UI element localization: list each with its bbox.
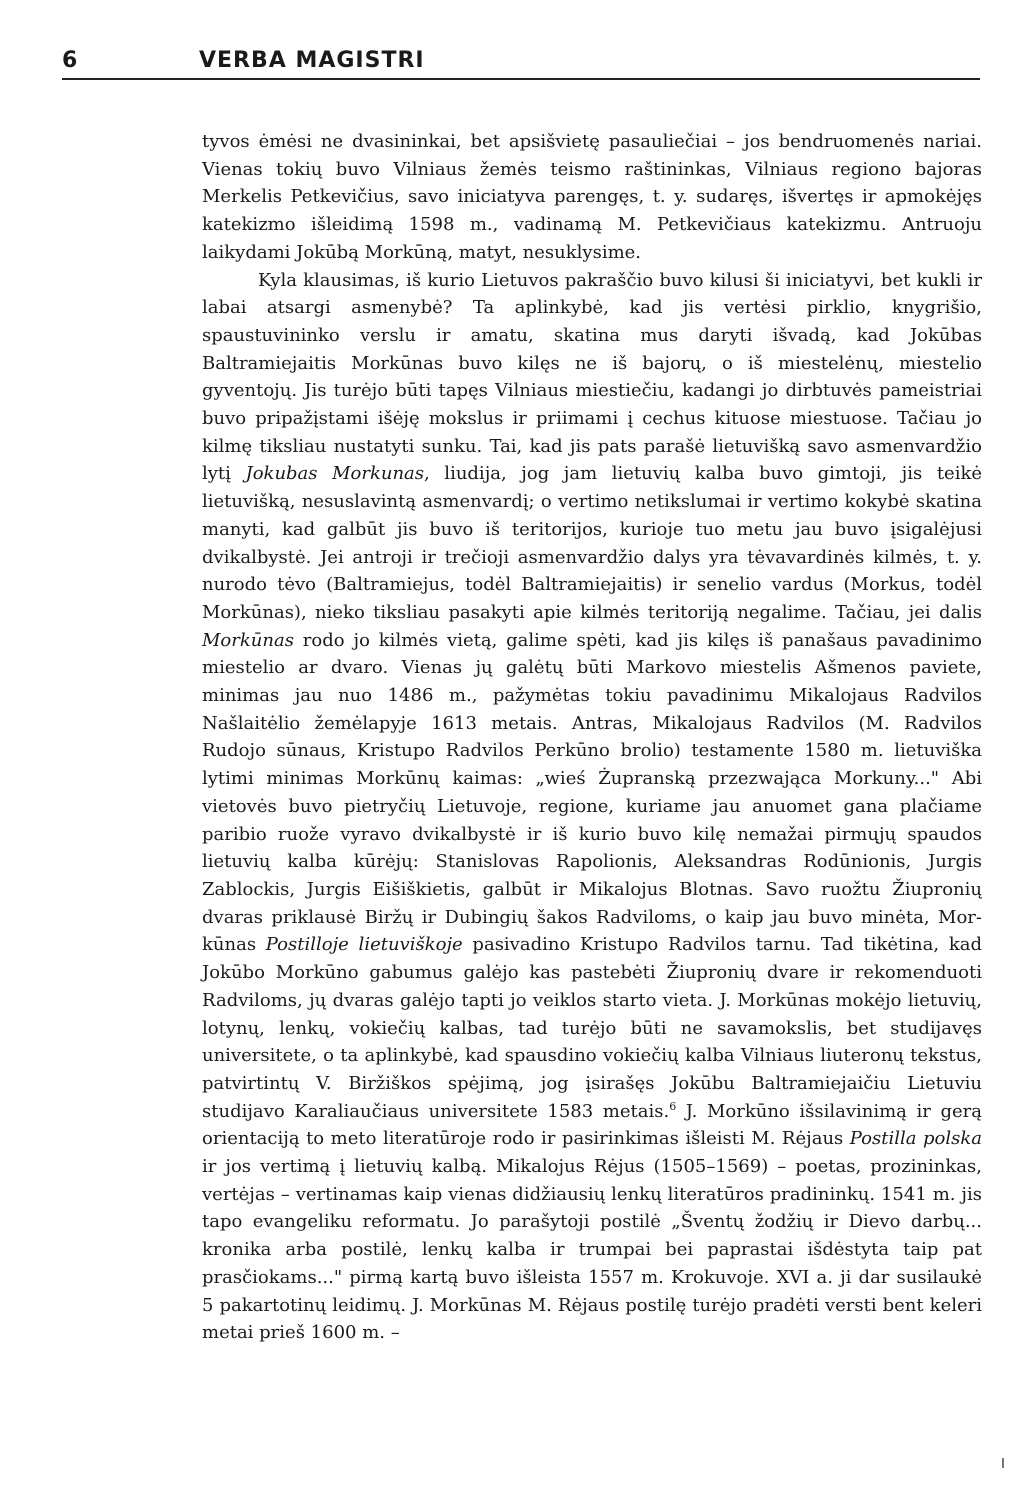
italic-name-morkunas: Morkūnas [202, 629, 294, 651]
running-header [62, 44, 980, 80]
paragraph-main [202, 267, 982, 1347]
journal-title: VERBA MAGISTRI [199, 48, 425, 73]
italic-title-postilla-polska: Postilla polska [849, 1128, 982, 1150]
italic-title-postille: Postilloje lietuviškoje [265, 934, 463, 956]
footnote-marker[interactable]: 6 [669, 1099, 677, 1113]
page-number: 6 [62, 48, 78, 73]
body-text [202, 128, 982, 1347]
text-segment: rodo jo kilmės vietą, galime spėti, kad jis kilęs iš panašaus pavadinimo miestelio ar dvaro. Vienas jų galėtų būti Markovo miestelis Ašmenos paviete, minimas jau nuo 1486 m., pažymėtas tokiu pavadinimu Mikalojaus Radvilos Našlaitėlio žemėlapyje 1613 metais. Antras, Mikalojaus Radvilos (M. Radvilos Rudojo sūnaus, Kristupo Radvilos Perkūno brolio) testamente 1580 m. lietuviška lytimi minimas Morkūnų kaimas: „wieś Żupranską przezwająca Morkuny..." Abi vietovės buvo pietryčių Lietuvoje, regione, kuriame jau anuomet gana plačiame paribio ruože vyravo dvikalbystė ir iš kurio buvo kilę nemažai pirmųjų spaudos lietuvių kalba kūrėjų: Stanislovas Rapolionis, Aleksandras Rodūnionis, Jurgis Zablockis, Jurgis Eišiškietis, galbūt ir Mikalojus Blotnas. Savo ruožtu Žiupronių dvaras priklausė Biržų ir Dubingių šakos Radviloms, o kaip jau buvo minėta, Morkūnas [202, 629, 982, 956]
text-segment: Kyla klausimas, iš kurio Lietuvos pakraščio buvo kilusi ši iniciatyvi, bet kukli ir labai atsargi asmenybė? Ta aplinkybė, kad jis vertėsi pirklio, knygrišio, spaustuvininko verslu ir amatu, skatina mus daryti išvadą, kad Jokūbas Baltramiejaitis Morkūnas buvo kilęs ne iš bajorų, o iš miestelėnų, miestelio gyventojų. Jis turėjo būti tapęs Vilniaus miestiečiu, kadangi jo dirbtuvės pameistriai buvo pripažįstami išėję mokslus ir priimami į cechus kituose miestuose. Tačiau jo kilmę tiksliau nustatyti sunku. Tai, kad jis pats parašė lietuvišką savo asmenvardžio lytį [202, 269, 982, 485]
text-segment: J. Morkūno išsilavinimą ir gerą orientaciją to meto literatūroje rodo ir pasirinkimas išleisti M. Rėjaus [202, 1100, 982, 1150]
paragraph-continuation: tyvos ėmėsi ne dvasininkai, bet apsišvietę pasauliečiai – jos bendruomenės nariai. Vienas tokių buvo Vilniaus žemės teismo raštininkas, Vilniaus regiono bajoras Merkelis Petkevičius, savo iniciatyva parengęs, t. y. sudaręs, išvertęs ir apmokėjęs katekizmo išleidimą 1598 m., vadinamą M. Petkevičiaus katekizmu. Antruoju laikydami Jokūbą Morkūną, matyt, nesuklysime. [202, 131, 982, 263]
text-segment: pasivadino Kristupo Radvilos tarnu. Tad tikėtina, kad Jokūbo Morkūno gabumus galėjo kas pastebėti Žiupronių dvare ir rekomenduoti Radviloms, jų dvaras galėjo tapti jo veiklos starto vieta. J. Morkūnas mokėjo lietuvių, lotynų, lenkų, vokiečių kalbas, tad turėjo būti ne savamokslis, bet studijavęs universitete, o ta aplinkybė, kad spausdino vokiečių kalba Vilniaus liuteronų tekstus, patvirtintų V. Biržiškos spėjimą, jog įsirašęs Jokūbu Baltramiejaičiu Lietuviu studijavo Karaliaučiaus universitete 1583 metais. [202, 934, 982, 1122]
margin-mark [1002, 1458, 1004, 1468]
italic-name-jokubas: Jokubas Morkunas [245, 463, 425, 485]
text-segment: , liudija, jog jam lietuvių kalba buvo gimtoji, jis teikė lietuvišką, nesuslavintą asmenvardį; o vertimo netikslumai ir vertimo kokybė skatina manyti, kad galbūt jis buvo iš teritorijos, kurioje tuo metu jau buvo įsigalėjusi dvikalbystė. Jei antroji ir trečioji asmenvardžio dalys yra tėvavardinės kilmės, t. y. nurodo tėvo (Baltramiejus, todėl Baltramiejaitis) ir senelio vardus (Morkus, todėl Morkūnas), nieko tiksliau pasakyti apie kilmės teritoriją negalime. Tačiau, jei dalis [202, 463, 983, 623]
text-segment: ir jos vertimą į lietuvių kalbą. Mikalojus Rėjus (1505–1569) – poetas, prozininkas, vertėjas – vertinamas kaip vienas didžiausių lenkų literatūros pradininkų. 1541 m. jis tapo evangeliku reformatu. Jo parašytoji postilė „Šventų žodžių ir Dievo darbų... kronika arba postilė, lenkų kalba ir trumpai bei paprastai išdėstyta taip pat prasčiokams..." pirmą kartą buvo išleista 1557 m. Krokuvoje. XVI a. ji dar susilaukė 5 pakartotinų leidimų. J. Morkūnas M. Rėjaus postilę turėjo pradėti versti bent keleri metai prieš 1600 m. – [202, 1156, 982, 1344]
